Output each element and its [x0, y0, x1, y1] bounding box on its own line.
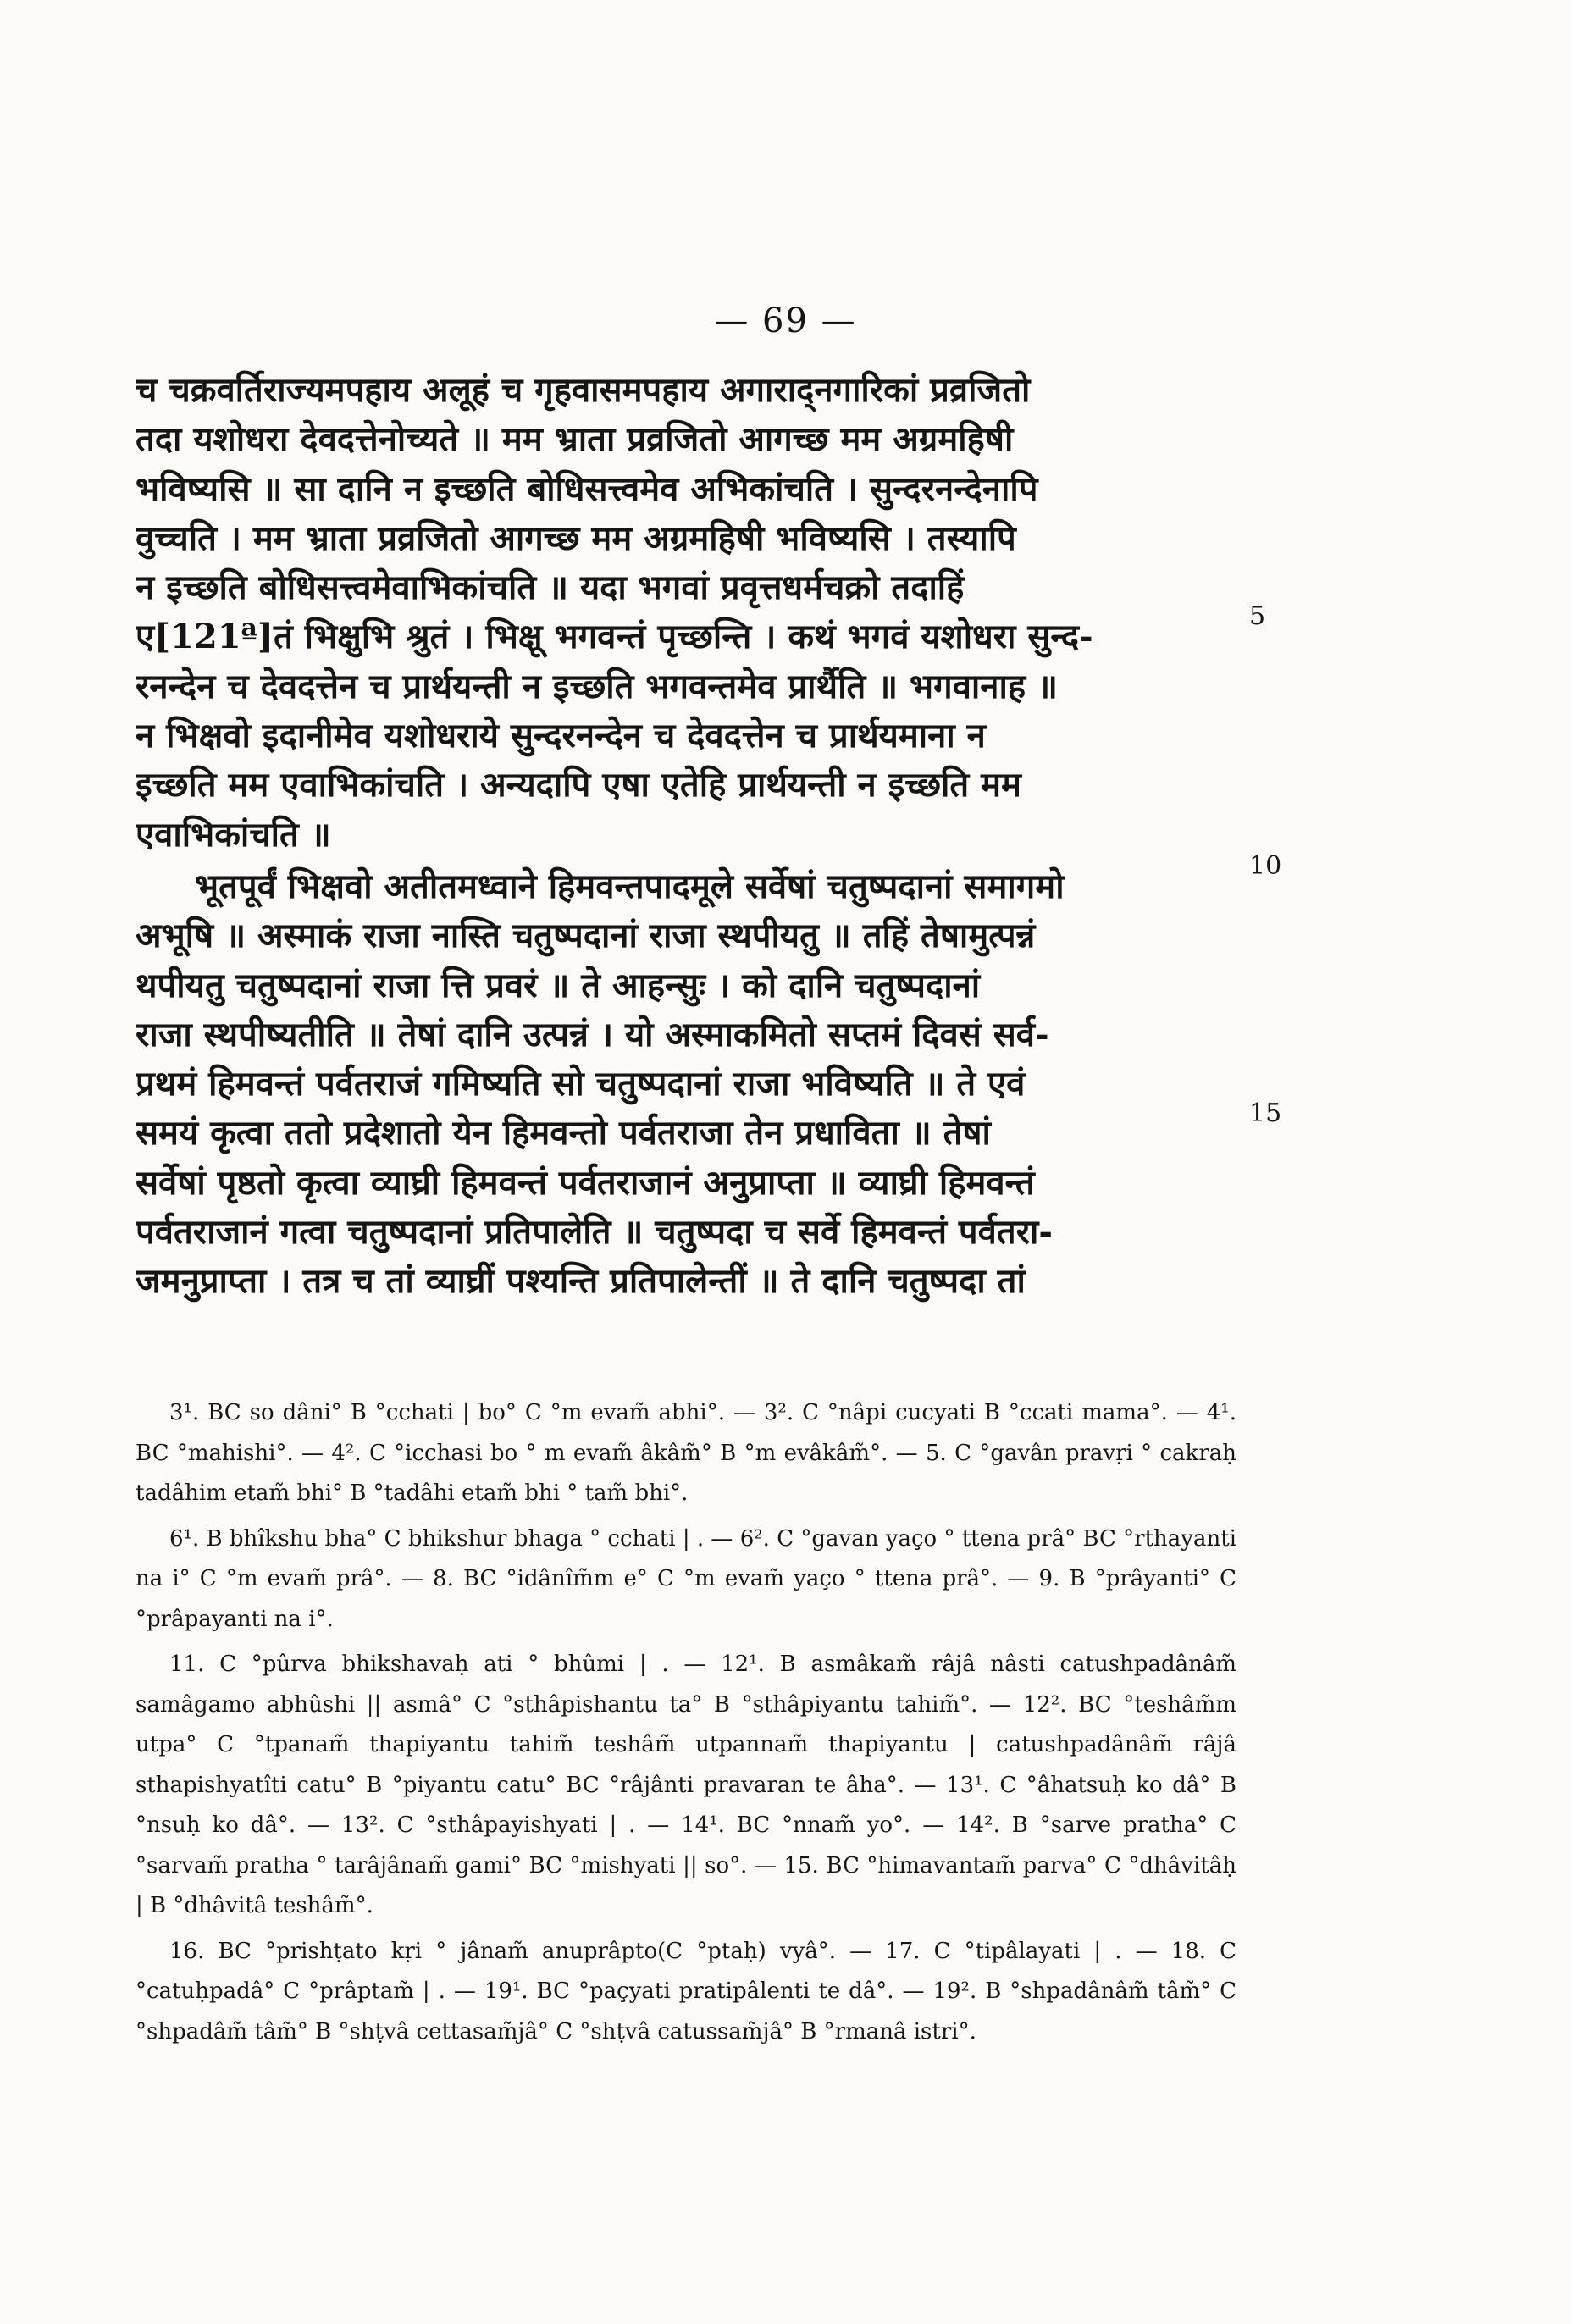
footnote-paragraph: 3¹. BC so dâni° B °cchati | bo° C °m evam̃ abhi°. — 3². C °nâpi cucyati B °ccati mama°. — 4¹. BC °mahishi°. — 4². C °icchasi bo ° m evam̃ âkâm̃° B °m evâkâm̃°. — 5. C °gavân pravṛi ° cakraḥ tadâhim etam̃ bhi° B °tadâhi etam̃ bhi ° tam̃ bhi°.	[136, 1400, 1236, 1506]
footnote-paragraph: 16. BC °prishṭato kṛi ° jânam̃ anuprâpto(C °ptaḥ) vyâ°. — 17. C °tipâlayati | . — 18. C °catuḥpadâ° C °prâptam̃ | . — 19¹. BC °paçyati pratipâlenti te dâ°. — 19². B °shpadânâm̃ tâm̃° C °shpadâm̃ tâm̃° B °shṭvâ cettasam̃jâ° C °shṭvâ catussam̃jâ° B °rmanâ istri°.	[136, 1938, 1236, 2045]
text-line: समयं कृत्वा ततो प्रदेशातो येन हिमवन्तो पर्वतराजा तेन प्रधाविता ॥ तेषां	[136, 1113, 991, 1154]
footnote-paragraph: 11. C °pûrva bhikshavaḥ ati ° bhûmi | . — 12¹. B asmâkam̃ râjâ nâsti catushpadânâm̃ samâgamo abhûshi || asmâ° C °sthâpishantu ta° B °sthâpiyantu tahim̃°. — 12². BC °teshâm̃m utpa° C °tpanam̃ thapiyantu tahim̃ teshâm̃ utpannam̃ thapiyantu | catushpadânâm̃ râjâ sthapishyatîti catu° B °piyantu catu° BC °râjânti pravaran te âha°. — 13¹. C °âhatsuḥ ko dâ° B °nsuḥ ko dâ°. — 13². C °sthâpayishyati | . — 14¹. BC °nnam̃ yo°. — 14². B °sarve pratha° C °sarvam̃ pratha ° tarâjânam̃ gami° BC °mishyati || so°. — 15. BC °himavantam̃ parva° C °dhâvitâḥ | B °dhâvitâ teshâm̃°.	[136, 1652, 1236, 1918]
text-line: न इच्छति बोधिसत्त्वमेवाभिकांचति ॥ यदा भगवां प्रवृत्तधर्मचक्रो तदाहिं	[136, 567, 965, 608]
text-line: इच्छति मम एवाभिकांचति । अन्यदापि एषा एतेहि प्रार्थयन्ती न इच्छति मम	[136, 765, 1021, 805]
text-line: तदा यशोधरा देवदत्तेनोच्यते ॥ मम भ्राता प्रव्रजितो आगच्छ मम अग्रमहिषी	[136, 419, 1014, 460]
line-number: 10	[1249, 851, 1282, 881]
footnote-paragraph: 6¹. B bhîkshu bha° C bhikshur bhaga ° cchati | . — 6². C °gavan yaço ° ttena prâ° BC °rthayanti na i° C °m evam̃ prâ°. — 8. BC °idânîm̃m e° C °m evam̃ yaço ° ttena prâ°. — 9. B °prâyanti° C °prâpayanti na i°.	[136, 1525, 1236, 1632]
text-line: राजा स्थपीष्यतीति ॥ तेषां दानि उत्पन्नं । यो अस्माकमितो सप्तमं दिवसं सर्व-	[136, 1014, 1049, 1054]
text-line: ए[121ª]तं भिक्षुभि श्रुतं । भिक्षू भगवन्तं पृच्छन्ति । कथं भगवं यशोधरा सुन्द-	[136, 617, 1093, 657]
text-line: पर्वतराजानं गत्वा चतुष्पदानां प्रतिपालेति ॥ चतुष्पदा च सर्वे हिमवन्तं पर्वतरा-	[136, 1212, 1054, 1253]
text-line: रनन्देन च देवदत्तेन च प्रार्थयन्ती न इच्छति भगवन्तमेव प्रार्थैति ॥ भगवानाह ॥	[136, 666, 1058, 706]
text-line: च चक्रवर्तिराज्यमपहाय अलूहं च गृहवासमपहाय अगाराद्नगारिकां प्रव्रजितो	[136, 370, 1031, 410]
sanskrit-main-text	[136, 366, 1236, 1307]
text-line: अभूषि ॥ अस्माकं राजा नास्ति चतुष्पदानां राजा स्थपीयतु ॥ तहिं तेषामुत्पन्नं	[136, 916, 1036, 956]
footnotes-section	[136, 1393, 1236, 2057]
line-number: 5	[1249, 601, 1266, 631]
text-line: सर्वेषां पृष्ठतो कृत्वा व्याघ्री हिमवन्तं पर्वतराजानं अनुप्राप्ता ॥ व्याघ्री हिमवन्तं	[136, 1162, 1035, 1203]
line-number: 15	[1249, 1098, 1282, 1128]
text-line: प्रथमं हिमवन्तं पर्वतराजं गमिष्यति सो चतुष्पदानां राजा भविष्यति ॥ ते एवं	[136, 1064, 1026, 1104]
text-line: न भिक्षवो इदानीमेव यशोधराये सुन्दरनन्देन च देवदत्तेन च प्रार्थयमाना न	[136, 716, 986, 756]
text-line: भूतपूर्वं भिक्षवो अतीतमध्वाने हिमवन्तपादमूले सर्वेषां चतुष्पदानां समागमो	[195, 866, 1065, 906]
text-line: जमनुप्राप्ता । तत्र च तां व्याघ्रीं पश्यन्ति प्रतिपालेन्तीं ॥ ते दानि चतुष्पदा तां	[136, 1261, 1026, 1302]
page-number: — 69 —	[714, 302, 857, 340]
text-line: वुच्चति । मम भ्राता प्रव्रजितो आगच्छ मम अग्रमहिषी भविष्यसि । तस्यापि	[136, 517, 1016, 558]
text-line: भविष्यसि ॥ सा दानि न इच्छति बोधिसत्त्वमेव अभिकांचति । सुन्दरनन्देनापि	[136, 468, 1038, 509]
text-line: थपीयतु चतुष्पदानां राजा त्ति प्रवरं ॥ ते आहन्सुः । को दानि चतुष्पदानां	[136, 965, 981, 1005]
text-line: एवाभिकांचति ॥	[136, 814, 331, 855]
